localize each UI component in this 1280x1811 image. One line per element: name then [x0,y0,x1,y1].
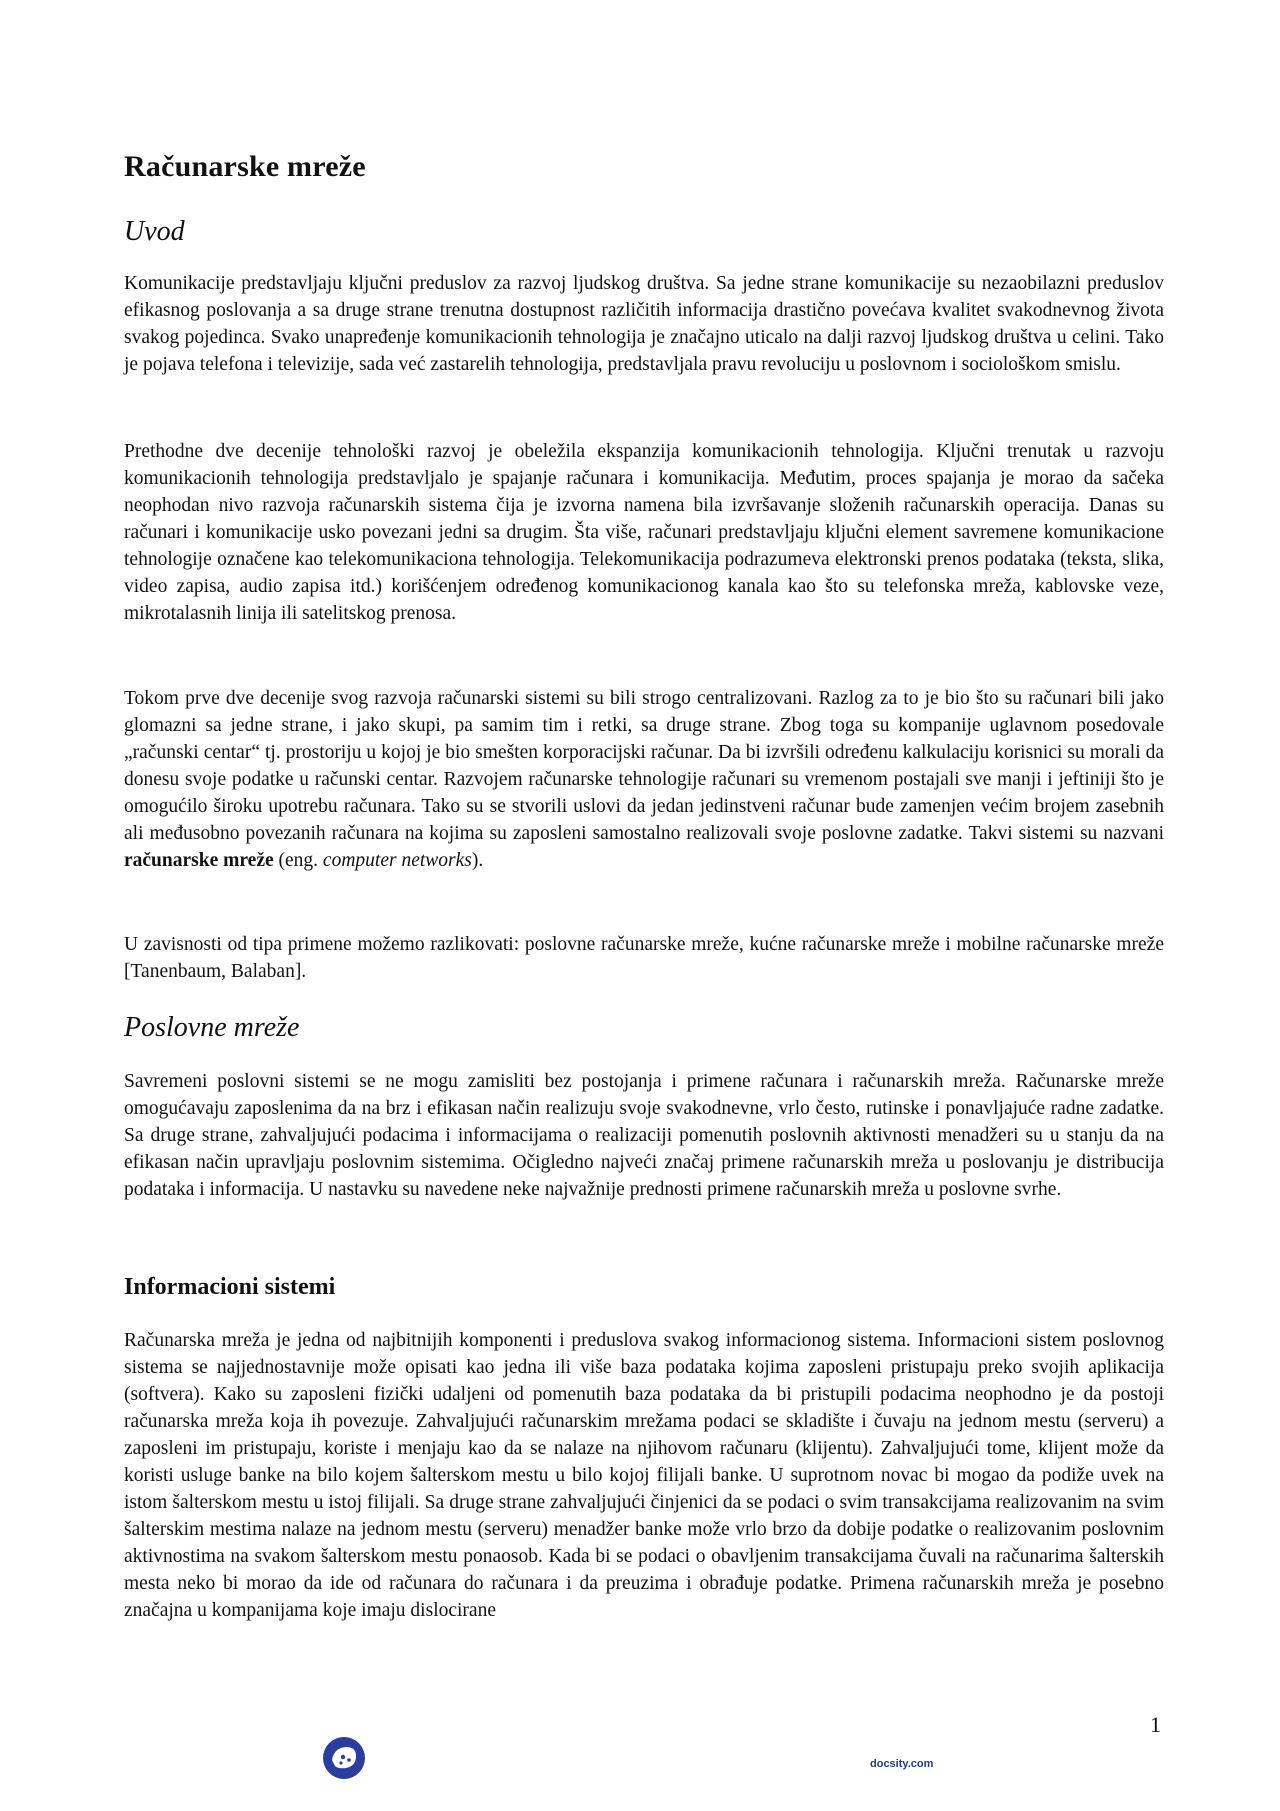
paragraph [124,1327,1164,1624]
section-heading-uvod: Uvod [124,216,185,247]
paragraph [124,931,1164,985]
section-uvod [124,216,1164,248]
section-heading-poslovne: Poslovne mreže [124,1012,300,1043]
section-poslovne [124,1012,1164,1044]
paragraph-poslovne-1: Savremeni poslovni sistemi se ne mogu zamisliti bez postojanja i primene računara i računarskih mreža. Računarske mreže omogućavaju zaposlenima da na brz i efikasan način realizuju svoje svakodnevne, vrlo često, rutinske i ponavljajuće radne zadatke. Sa druge strane, zahvaljujući podacima i informacijama o realizaciji pomenutih poslovnih aktivnosti menadžeri su u stanju da na efikasan način upravljaju poslovnim sistemima. Očigledno najveći značaj primene računarskih mreža u poslovanju je distribucija podataka i informacija. U nastavku su navedene neke najvažnije prednosti primene računarskih mreža u poslovne svrhe. [124,1071,1164,1200]
bold-term: računarske mreže [124,850,274,871]
paragraph [124,438,1164,627]
paragraph-uvod-2: Prethodne dve decenije tehnološki razvoj je obeležila ekspanzija komunikacionih tehnologija. Ključni trenutak u razvoju komunikacionih tehnologija predstavljalo je spajanje računara i komunikacija. Međutim, proces spajanja je morao da sačeka neophodan nivo razvoja računarskih sistema čija je izvorna namena bila izvršavanje složenih računarskih operacija. Danas su računari i komunikacije usko povezani jedni sa drugim. Šta više, računari predstavljaju ključni element savremene komunikacione tehnologije označene kao telekomunikaciona tehnologija. Telekomunikacija podrazumeva elektronski prenos podataka (teksta, slika, video zapisa, audio zapisa itd.) korišćenjem određenog komunikacionog kanala kao što su telefonska mreža, kablovske veze, mikrotalasnih linija ili satelitskog prenosa. [124,441,1164,624]
paragraph-uvod-4: U zavisnosti od tipa primene možemo razlikovati: poslovne računarske mreže, kućne računarske mreže i mobilne računarske mreže [Tanenbaum, Balaban]. [124,934,1164,982]
italic-term: computer networks [322,850,472,871]
docsity-link[interactable]: docsity.com [870,1758,934,1770]
document-title: Računarske mreže [124,150,366,183]
page-number: 1 [1150,1712,1161,1737]
paragraph-uvod-1: Komunikacije predstavljaju ključni preduslov za razvoj ljudskog društva. Sa jedne strane komunikacije su nezaobilazni preduslov efikasnog poslovanja a sa druge strane trenutna dostupnost različitih informacija drastično povećava kvalitet svakodnevnog života svakog pojedinca. Svako unapređenje komunikacionih tehnologija je značajno uticalo na dalji razvoj ljudskog društva u celini. Tako je pojava telefona i televizije, sada već zastarelih tehnologija, predstavljala pravu revoluciju u poslovnom i sociološkom smislu. [124,273,1164,375]
docsity-logo-icon[interactable] [322,1736,366,1780]
paragraph [124,685,1164,874]
section-informacioni [124,1274,1164,1301]
paragraph [124,270,1164,378]
section-heading-informacioni: Informacioni sistemi [124,1274,336,1300]
paragraph-uvod-3: Tokom prve dve decenije svog razvoja računarski sistemi su bili strogo centralizovani. Razlog za to je bio što su računari bili jako glomazni sa jedne strane, i jako skupi, pa samim tim i retki, sa druge strane. Zbog toga su kompanije uglavnom posedovale „računski centar“ tj. prostoriju u kojoj je bio smešten korporacijski računar. Da bi izvršili određenu kalkulaciju korisnici su morali da donesu svoje podatke u računski centar. Razvojem računarske tehnologije računari su vremenom postajali sve manji i jeftiniji što je omogućilo široku upotrebu računara. Tako su se stvorili uslovi da jedan jedinstveni računar bude zamenjen većim brojem zasebnih ali međusobno povezanih računara na kojima su zaposleni samostalno realizovali svoje poslovne zadatke. Takvi sistemi su nazvani računarske mreže (eng. computer networks). [124,688,1164,871]
paragraph-informacioni-1: Računarska mreža je jedna od najbitnijih komponenti i preduslova svakog informacionog sistema. Informacioni sistem poslovnog sistema se najjednostavnije može opisati kao jedna ili više baza podataka kojima zaposleni pristupaju preko svojih aplikacija (softvera). Kako su zaposleni fizički udaljeni od pomenutih baza podataka da bi pristupili podacima neophodno je da postoji računarska mreža koja ih povezuje. Zahvaljujući računarskim mrežama podaci se skladište i čuvaju na jednom mestu (serveru) a zaposleni im pristupaju, koriste i menjaju kao da se nalaze na njihovom računaru (klijentu). Zahvaljujući tome, klijent može da koristi usluge banke na bilo kojem šalterskom mestu u bilo kojoj filijali banke. U suprotnom novac bi mogao da podiže uvek na istom šalterskom mestu u istoj filijali. Sa druge strane zahvaljujući činjenici da se podaci o svim transakcijama realizovanim na svim šalterskim mestima nalaze na jednom mestu (serveru) menadžer banke može vrlo brzo da dobije podatke o realizovanim poslovnim aktivnostima na svakom šalterskom mestu ponaosob. Kada bi se podaci o obavljenim transakcijama čuvali na računarima šalterskih mesta neko bi morao da ide od računara do računara i da preuzima i obrađuje podatke. Primena računarskih mreža je posebno značajna u kompanijama koje imaju dislocirane [124,1330,1164,1621]
paragraph [124,1068,1164,1203]
